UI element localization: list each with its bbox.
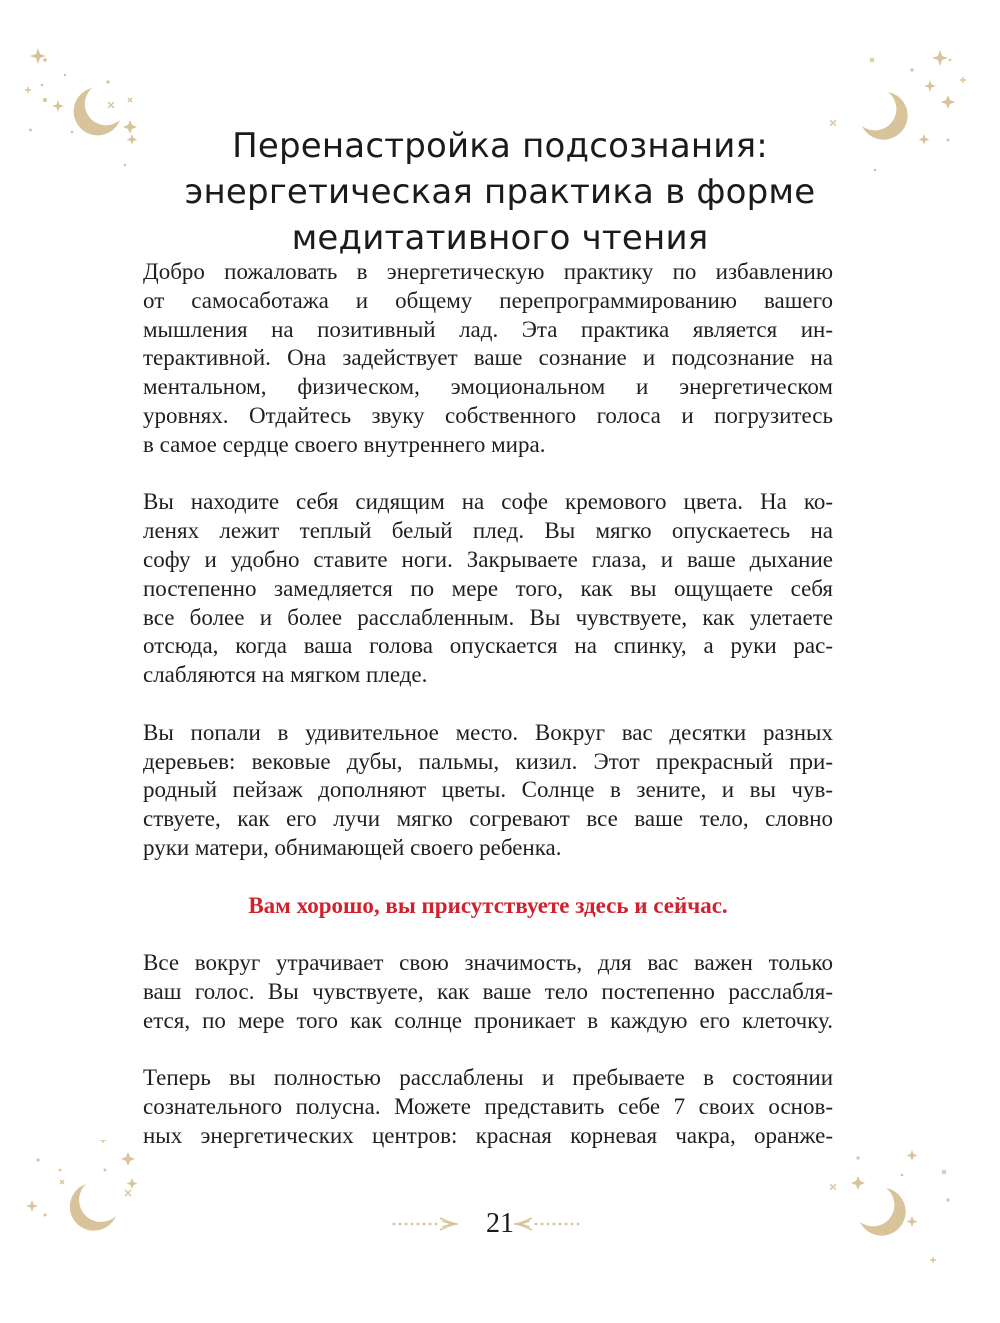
text-line: постепенно замедляется по мере того, как вы ощущаете себя	[143, 575, 833, 601]
text-line: мышления на позитивный лад. Эта практика является ин-	[143, 316, 833, 342]
paragraph	[143, 258, 833, 460]
paragraph	[143, 1064, 833, 1150]
text-line: слабляются на мягком пледе.	[143, 662, 428, 688]
title-line: медитативного чтения	[291, 217, 709, 258]
title-line: энергетическая практика в форме	[184, 171, 816, 212]
paragraph	[143, 488, 833, 690]
text-line: ментальном, физическом, эмоциональном и энергетическом	[143, 374, 833, 400]
paragraph	[143, 719, 833, 863]
paragraph	[143, 949, 833, 1035]
text-line: сознательного полусна. Можете представить себе 7 своих основ-	[143, 1094, 833, 1120]
text-line: ленях лежит теплый белый плед. Вы мягко опускаетесь на	[143, 518, 833, 544]
corner-ornament-bottom-right	[830, 1140, 980, 1290]
text-line: софу и удобно ставите ноги. Закрываете глаза, и ваше дыхание	[143, 546, 833, 572]
text-line: деревьев: вековые дубы, пальмы, кизил. Этот прекрасный при-	[143, 748, 833, 774]
page-number: 21	[486, 1208, 514, 1239]
text-line: Все вокруг утрачивает свою значимость, для вас важен только	[143, 950, 833, 976]
text-line: в самое сердце своего внутреннего мира.	[143, 431, 546, 457]
text-line: ваш голос. Вы чувствуете, как ваше тело постепенно расслабля-	[143, 978, 833, 1004]
text-line: Теперь вы полностью расслаблены и пребываете в состоянии	[143, 1065, 833, 1091]
text-line: все более и более расслабленным. Вы чувствуете, как улетаете	[143, 604, 833, 630]
text-line: ных энергетических центров: красная корневая чакра, оранже-	[143, 1122, 833, 1148]
text-line: Добро пожаловать в энергетическую практику по избавлению	[143, 259, 833, 284]
dotted-flourish-icon	[390, 1214, 460, 1234]
body-text	[143, 258, 833, 1180]
page-footer	[380, 1200, 620, 1250]
text-line: уровнях. Отдайтесь звуку собственного голоса и погрузитесь	[143, 402, 833, 428]
text-line: ствуете, как его лучи мягко согревают все ваше тело, словно	[143, 806, 833, 832]
text-line: родный пейзаж дополняют цветы. Солнце в зените, и вы чув-	[143, 777, 833, 803]
text-line: ется, по мере того как солнце проникает в каждую его клеточку.	[143, 1007, 833, 1033]
title-line: Перенастройка подсознания:	[232, 125, 768, 166]
text-line: терактивной. Она задействует ваше сознание и подсознание на	[143, 345, 833, 371]
page-title	[100, 123, 900, 261]
crescent-moon-stars-icon	[830, 1140, 980, 1290]
text-line: руки матери, обнимающей своего ребенка.	[143, 834, 562, 860]
text-line: Вы попали в удивительное место. Вокруг вас десятки разных	[143, 719, 833, 745]
emphasis-line: Вам хорошо, вы присутствуете здесь и сейчас.	[248, 892, 728, 918]
text-line: отсюда, когда ваша голова опускается на спинку, а руки рас-	[143, 633, 833, 659]
text-line: от самосаботажа и общему перепрограммированию вашего	[143, 287, 833, 313]
text-line: Вы находите себя сидящим на софе кремового цвета. На ко-	[143, 489, 833, 515]
dotted-flourish-icon	[512, 1214, 582, 1234]
